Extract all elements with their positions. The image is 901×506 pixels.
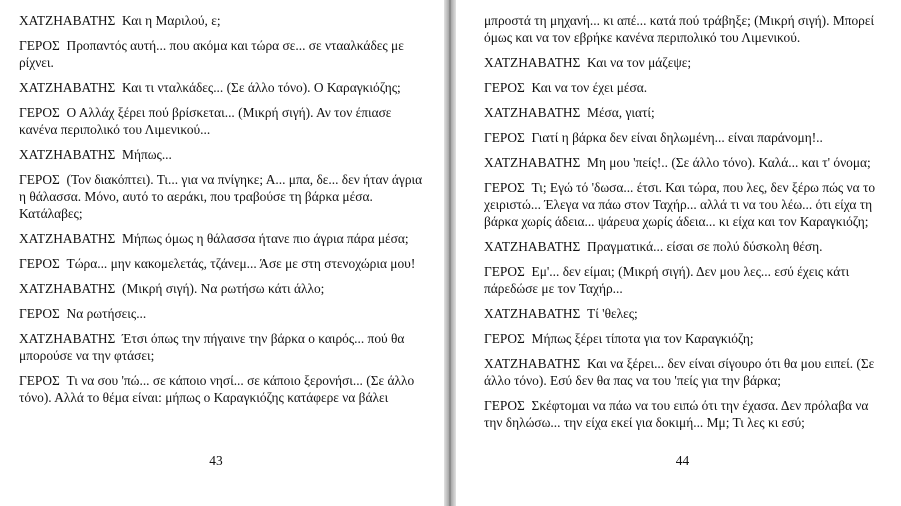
gutter-divider [449,0,451,506]
dialogue-text: Έτσι όπως την πήγαινε την βάρκα ο καιρός... πού θα μπορούσε να την φτάσει; [19,331,405,363]
dialogue-text: Να ρωτήσεις... [66,306,147,321]
dialogue-line [484,263,884,297]
speaker-name: ΓΕΡΟΣ [484,331,525,346]
right-page [456,0,901,506]
dialogue-line [484,355,884,389]
dialogue-line [484,397,884,431]
dialogue-line [484,305,884,322]
page-number [0,452,444,469]
dialogue-text: (Μικρή σιγή). Να ρωτήσω κάτι άλλο; [122,281,325,296]
dialogue-line [484,54,884,71]
speaker-name: ΓΕΡΟΣ [484,264,525,279]
dialogue-text: Μέσα, γιατί; [587,105,655,120]
speaker-name: ΓΕΡΟΣ [484,130,525,145]
speaker-name: ΧΑΤΖΗΑΒΑΤΗΣ [484,105,581,120]
dialogue-text: Μήπως όμως η θάλασσα ήτανε πιο άγρια πάρα μέσα; [122,231,409,246]
dialogue-text: Τι να σου 'πώ... σε κάποιο νησί... σε κάποιο ξερονήσι... (Σε άλλο τόνο). Αλλά το θέμα είναι: μήπως ο Καραγκιόζης κατάφερε να βάλει [19,373,415,405]
dialogue-text: Μήπως ξέρει τίποτα για τον Καραγκιόζη; [531,331,754,346]
dialogue-text: Και να τον έχει μέσα. [531,80,648,95]
speaker-name: ΧΑΤΖΗΑΒΑΤΗΣ [19,13,116,28]
speaker-name: ΓΕΡΟΣ [19,38,60,53]
dialogue-text: Και να ξέρει... δεν είναι σίγουρο ότι θα μου ειπεί. (Σε άλλο τόνο). Εσύ δεν θα πας να του 'πείς για την βάρκα; [484,356,875,388]
speaker-name: ΓΕΡΟΣ [484,180,525,195]
speaker-name: ΧΑΤΖΗΑΒΑΤΗΣ [19,80,116,95]
dialogue-line [484,154,884,171]
dialogue-text: Τώρα... μην κακομελετάς, τζάνεμ... Άσε με στη στενοχώρια μου! [66,256,416,271]
speaker-name: ΧΑΤΖΗΑΒΑΤΗΣ [484,306,581,321]
speaker-name: ΧΑΤΖΗΑΒΑΤΗΣ [484,356,581,371]
dialogue-text: Και η Μαριλού, ε; [122,13,221,28]
dialogue-text: Τι; Εγώ τό 'δωσα... έτσι. Και τώρα, που λες, δεν ξέρω πώς να το χειριστώ... Έλεγα να πάω στον Ταχήρ... αλλά τι να του λέω... ότι είχα τη βάρκα χωρίς άδεια... ψάρευα χωρίς άδεια... κι είχα και τον Καραγκιόζη; [484,180,876,229]
speaker-name: ΧΑΤΖΗΑΒΑΤΗΣ [19,147,116,162]
speaker-name: ΧΑΤΖΗΑΒΑΤΗΣ [484,239,581,254]
page-number-text: 44 [675,453,690,468]
dialogue-line [19,230,427,247]
dialogue-line [19,146,427,163]
dialogue-text: Πραγματικά... είσαι σε πολύ δύσκολη θέση. [587,239,823,254]
dialogue-line [484,129,884,146]
dialogue-line [484,179,884,230]
speaker-name: ΓΕΡΟΣ [19,105,60,120]
dialogue-text: (Τον διακόπτει). Τι... για να πνίγηκε; Α... μπα, δε... δεν ήταν άγρια η θάλασσα. Μόνο, αυτό το αεράκι, που τραβούσε τη βάρκα μέσα. Κατάλαβες; [19,172,423,221]
dialogue-line [19,37,427,71]
speaker-name: ΓΕΡΟΣ [484,398,525,413]
left-page-text [19,12,427,414]
dialogue-line [19,79,427,96]
dialogue-text: Ο Αλλάχ ξέρει πού βρίσκεται... (Μικρή σιγή). Αν τον έπιασε κανένα περιπολικό του Λιμενικού... [19,105,392,137]
speaker-name: ΧΑΤΖΗΑΒΑΤΗΣ [19,331,116,346]
dialogue-text: Τί 'θελες; [587,306,638,321]
dialogue-line [19,280,427,297]
speaker-name: ΧΑΤΖΗΑΒΑΤΗΣ [484,155,581,170]
left-page [0,0,444,506]
page-number-text: 43 [209,453,223,468]
speaker-name: ΧΑΤΖΗΑΒΑΤΗΣ [484,55,581,70]
dialogue-text: μπροστά τη μηχανή... κι απέ... κατά πού τράβηξε; (Μικρή σιγή). Μπορεί όμως και να τον εβρήκε κανένα περιπολικό του Λιμενικού. [484,13,875,45]
dialogue-line [484,79,884,96]
page-number [456,452,901,469]
dialogue-line [484,238,884,255]
dialogue-line [19,104,427,138]
speaker-name: ΧΑΤΖΗΑΒΑΤΗΣ [19,231,116,246]
dialogue-line [484,330,884,347]
speaker-name: ΧΑΤΖΗΑΒΑΤΗΣ [19,281,116,296]
dialogue-line [19,12,427,29]
speaker-name: ΓΕΡΟΣ [19,256,60,271]
dialogue-text: Μη μου 'πείς!.. (Σε άλλο τόνο). Καλά... και τ' όνομα; [587,155,871,170]
dialogue-line [19,171,427,222]
dialogue-line [484,104,884,121]
dialogue-text: Γιατί η βάρκα δεν είναι δηλωμένη... είναι παράνομη!.. [531,130,823,145]
dialogue-line [19,305,427,322]
dialogue-text: Μήπως... [122,147,172,162]
speaker-name: ΓΕΡΟΣ [19,172,60,187]
speaker-name: ΓΕΡΟΣ [19,306,60,321]
dialogue-line [19,372,427,406]
right-page-text [484,12,884,439]
dialogue-text: Και να τον μάζεψε; [587,55,692,70]
dialogue-text: Προπαντός αυτή... που ακόμα και τώρα σε... σε ντααλκάδες με ρίχνει. [19,38,404,70]
dialogue-text: Και τι νταλκάδες... (Σε άλλο τόνο). Ο Καραγκιόζης; [122,80,401,95]
dialogue-line [19,255,427,272]
dialogue-text: Σκέφτομαι να πάω να του ειπώ ότι την έχασα. Δεν πρόλαβα να την δηλώσω... την είχα εκεί για δοκιμή... Μμ; Τι λες κι εσύ; [484,398,869,430]
dialogue-text: Εμ'... δεν είμαι; (Μικρή σιγή). Δεν μου λες... εσύ έχεις κάτι πάρεδώσε με τον Ταχήρ... [484,264,850,296]
speaker-name: ΓΕΡΟΣ [19,373,60,388]
speaker-name: ΓΕΡΟΣ [484,80,525,95]
dialogue-line [19,330,427,364]
dialogue-line [484,12,884,46]
